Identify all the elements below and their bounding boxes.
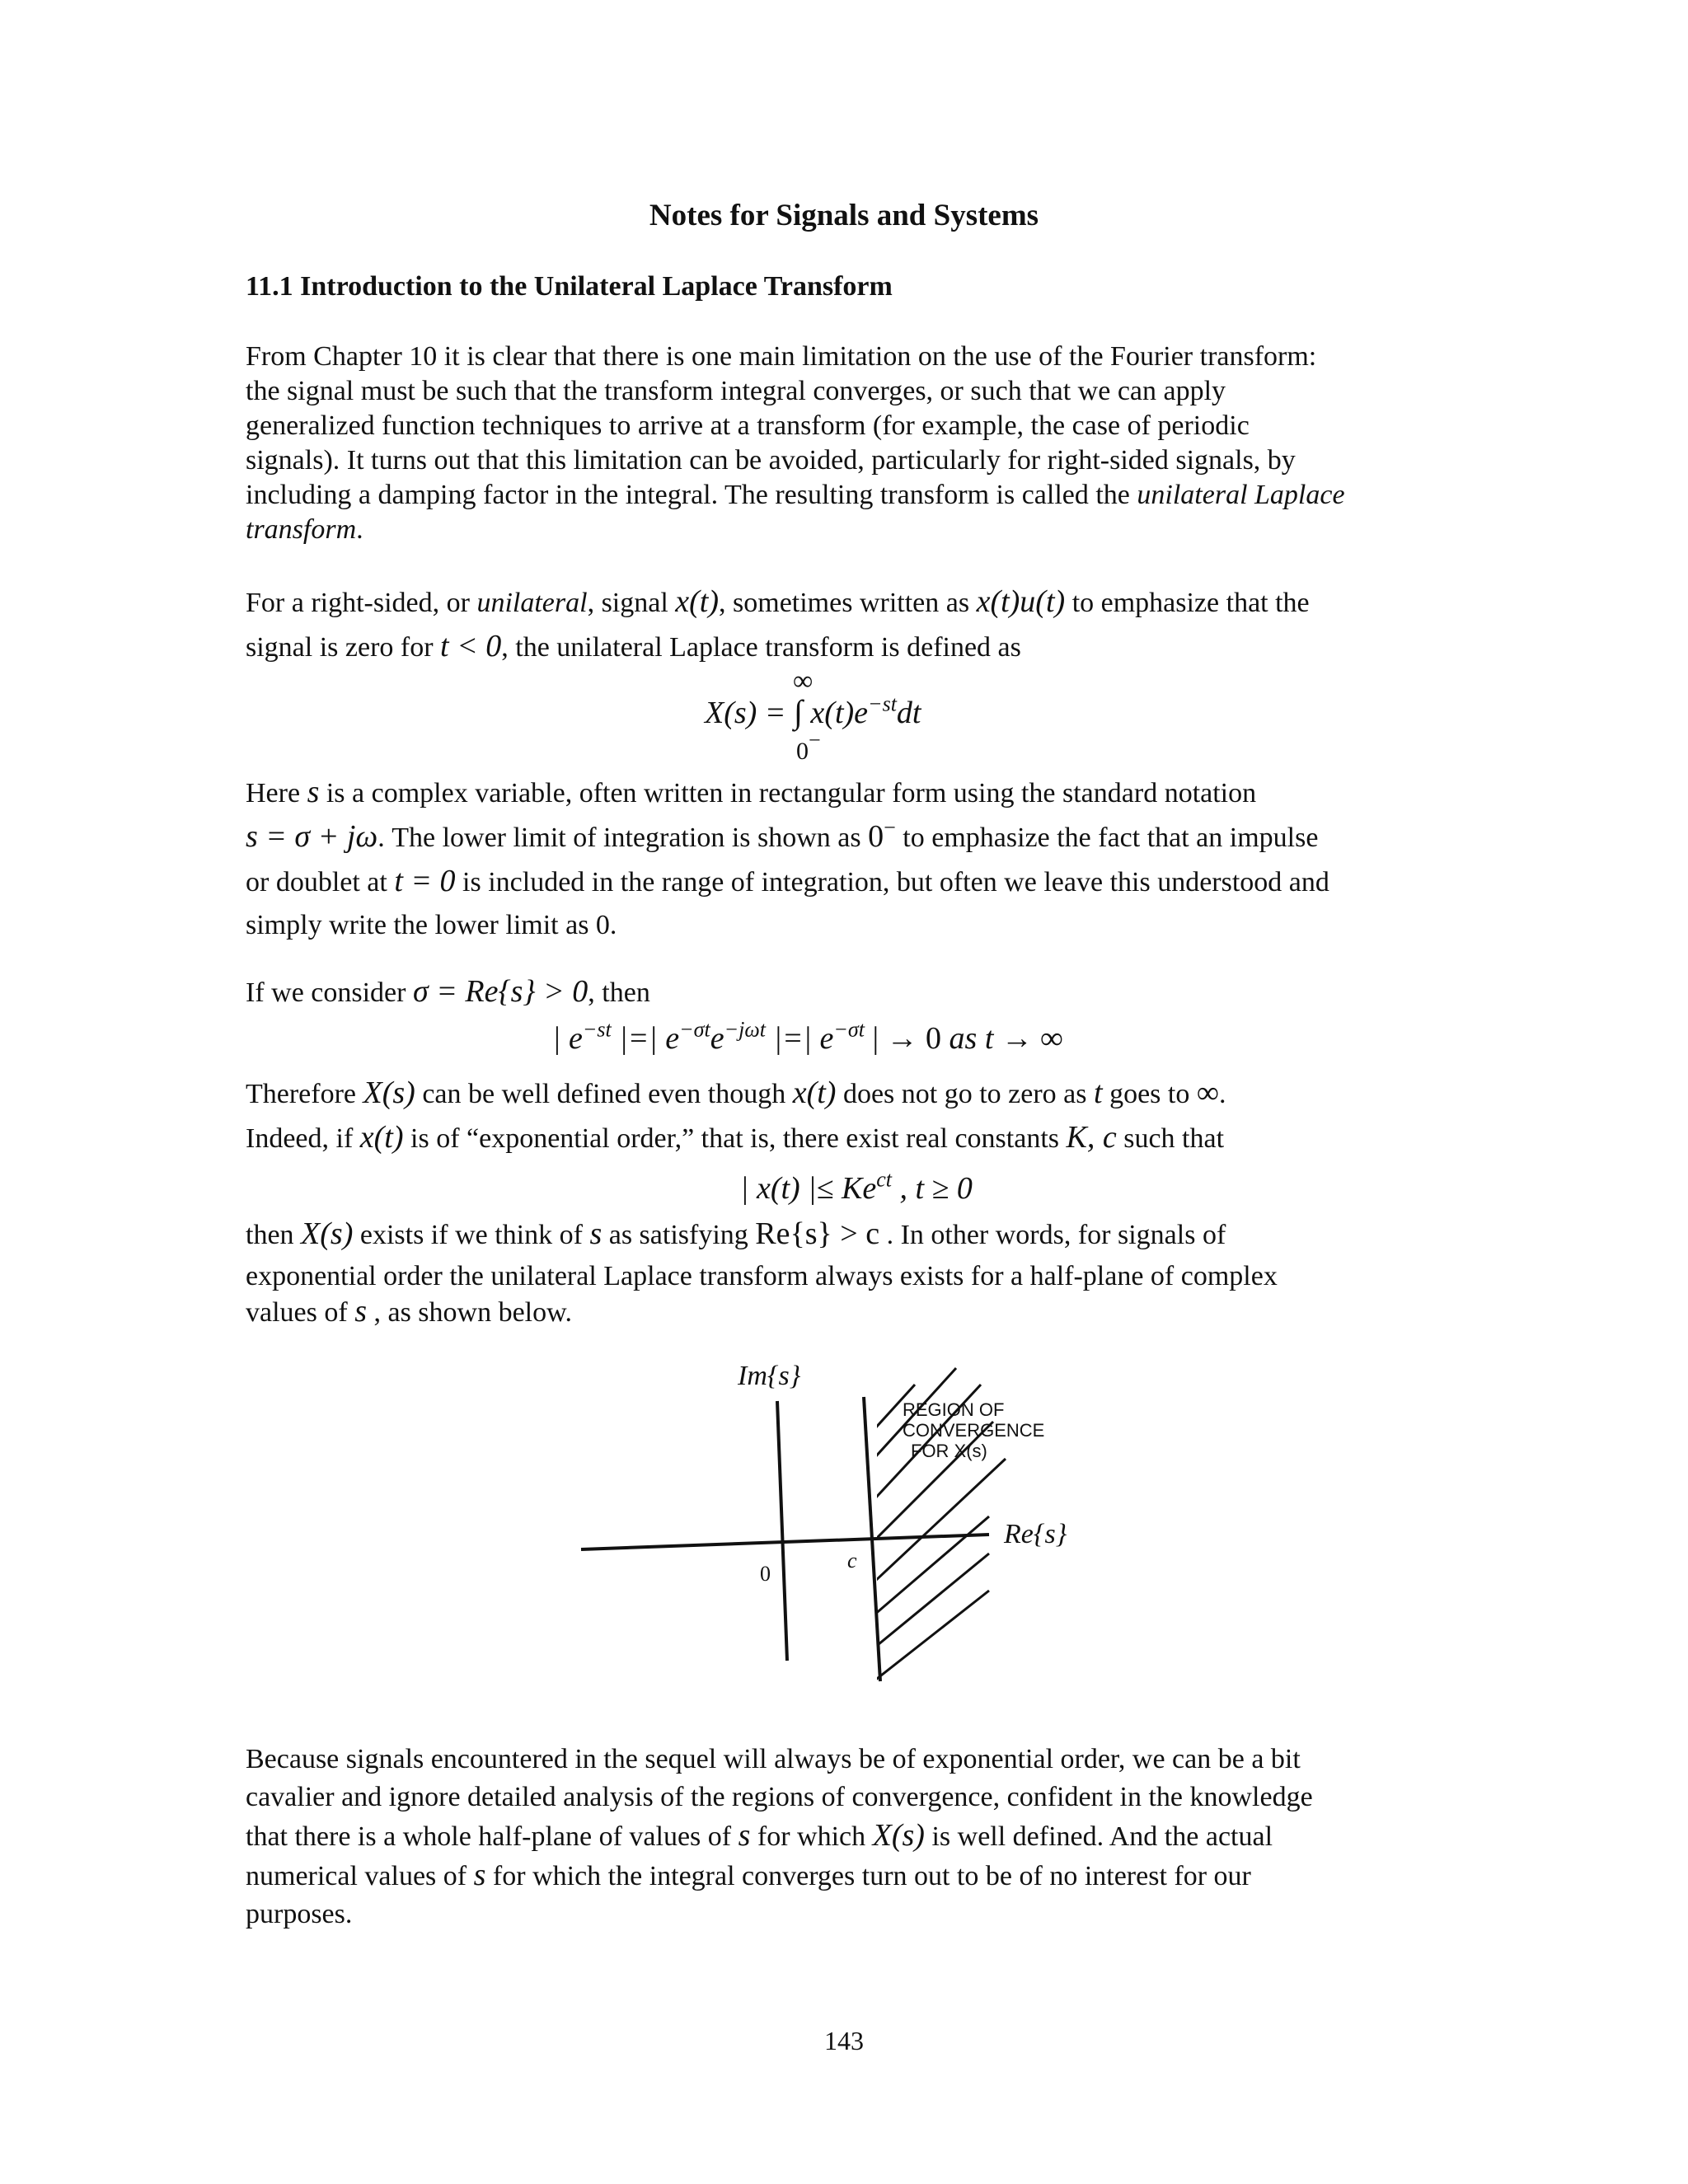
text-line: For a right-sided, or unilateral, signal x(t), sometimes written as x(t)u(t) to emphasize that the [246, 584, 1310, 619]
roc-label: REGION OF CONVERGENCE FOR X(s) [903, 1399, 1045, 1461]
emphasis-text: transform [246, 514, 357, 545]
text-line: If we consider σ = Re{s} > 0, then [246, 974, 650, 1009]
imaginary-axis-label: Im{s} [738, 1361, 801, 1391]
paragraph-conclusion [246, 1741, 1465, 1933]
document-title: Notes for Signals and Systems [649, 199, 1039, 232]
paragraph-exponential-order [246, 1071, 1465, 1160]
page-number: 143 [824, 2026, 864, 2055]
text-line: simply write the lower limit as 0. [246, 910, 617, 940]
paragraph-definition [246, 580, 1465, 669]
text-line: Here s is a complex variable, often written in rectangular form using the standard notation [246, 775, 1257, 809]
paragraph-complex-variable [246, 771, 1465, 947]
math-inline: σ = Re{s} > 0 [412, 974, 588, 1009]
text-line: purposes. [246, 1899, 353, 1929]
text-line: cavalier and ignore detailed analysis of the regions of convergence, confident in the knowledge [246, 1782, 1313, 1812]
math-inline: x(t)u(t) [976, 584, 1066, 619]
text-line: Because signals encountered in the sequel will always be of exponential order, we can be a bit [246, 1744, 1301, 1774]
text-line: or doublet at t = 0 is included in the range of integration, but often we leave this understood and [246, 864, 1329, 898]
math-inline: s = σ + jω [246, 819, 378, 854]
paragraph-condition [246, 974, 1465, 1010]
paragraph-half-plane [246, 1216, 1465, 1330]
math-inline: x(t) [675, 584, 720, 619]
imaginary-axis [777, 1401, 787, 1661]
text-line: the signal must be such that the transform integral converges, or such that we can apply [246, 376, 1226, 406]
real-axis [581, 1535, 989, 1549]
laplace-definition-equation: X(s) = ∫ $x(t)e^{-st}dt$ [705, 691, 921, 730]
math-inline: t < 0 [440, 629, 502, 663]
integral-lower-limit: 0− [796, 728, 821, 765]
text-line: values of s , as shown below. [246, 1294, 572, 1329]
text-line: Therefore X(s) can be well defined even though x(t) does not go to zero as t goes to ∞. [246, 1076, 1226, 1110]
text-line: signal is zero for t < 0, the unilateral Laplace transform is defined as [246, 629, 1021, 663]
text-line: numerical values of s for which the integral converges turn out to be of no interest for our [246, 1858, 1251, 1892]
text-line: From Chapter 10 it is clear that there is one main limitation on the use of the Fourier transform: [246, 341, 1317, 372]
integral-upper-limit: ∞ [793, 666, 814, 696]
section-heading: 11.1 Introduction to the Unilateral Laplace Transform [246, 271, 893, 302]
damping-equation: | $e^{-st}$ |=| $e^{-\sigma t}e^{-j\omega t}$ |=| $e^{-\sigma t}$ | → 0 as t → ∞ [552, 1017, 1063, 1056]
exponential-bound-equation: | x(t) |≤ $Ke^{ct}$ , t ≥ 0 [740, 1167, 973, 1206]
text-line: transform. [246, 514, 363, 545]
paragraph-intro [246, 340, 1465, 547]
text-line: generalized function techniques to arrive at a transform (for example, the case of periodic [246, 410, 1250, 441]
text-line: Indeed, if x(t) is of “exponential order,” that is, there exist real constants K, c such that [246, 1120, 1225, 1155]
text-line: s = σ + jω. The lower limit of integration is shown as 0− to emphasize the fact that an impulse [246, 815, 1319, 854]
text-line: exponential order the unilateral Laplace transform always exists for a half-plane of complex [246, 1261, 1278, 1291]
emphasis-text: unilateral Laplace [1137, 480, 1345, 510]
text-line: that there is a whole half-plane of values of s for which X(s) is well defined. And the actual [246, 1818, 1273, 1853]
real-axis-label: Re{s} [1004, 1519, 1067, 1549]
integral-sign: ∫ [793, 693, 803, 730]
roc-figure [577, 1352, 1121, 1698]
text-line: signals). It turns out that this limitation can be avoided, particularly for right-sided signals, by [246, 445, 1296, 476]
c-label: c [847, 1549, 857, 1572]
origin-label: 0 [760, 1562, 771, 1586]
text-line: then X(s) exists if we think of s as satisfying Re{s} > c . In other words, for signals of [246, 1216, 1226, 1251]
text-line: including a damping factor in the integral. The resulting transform is called the unilateral Laplace [246, 480, 1345, 510]
